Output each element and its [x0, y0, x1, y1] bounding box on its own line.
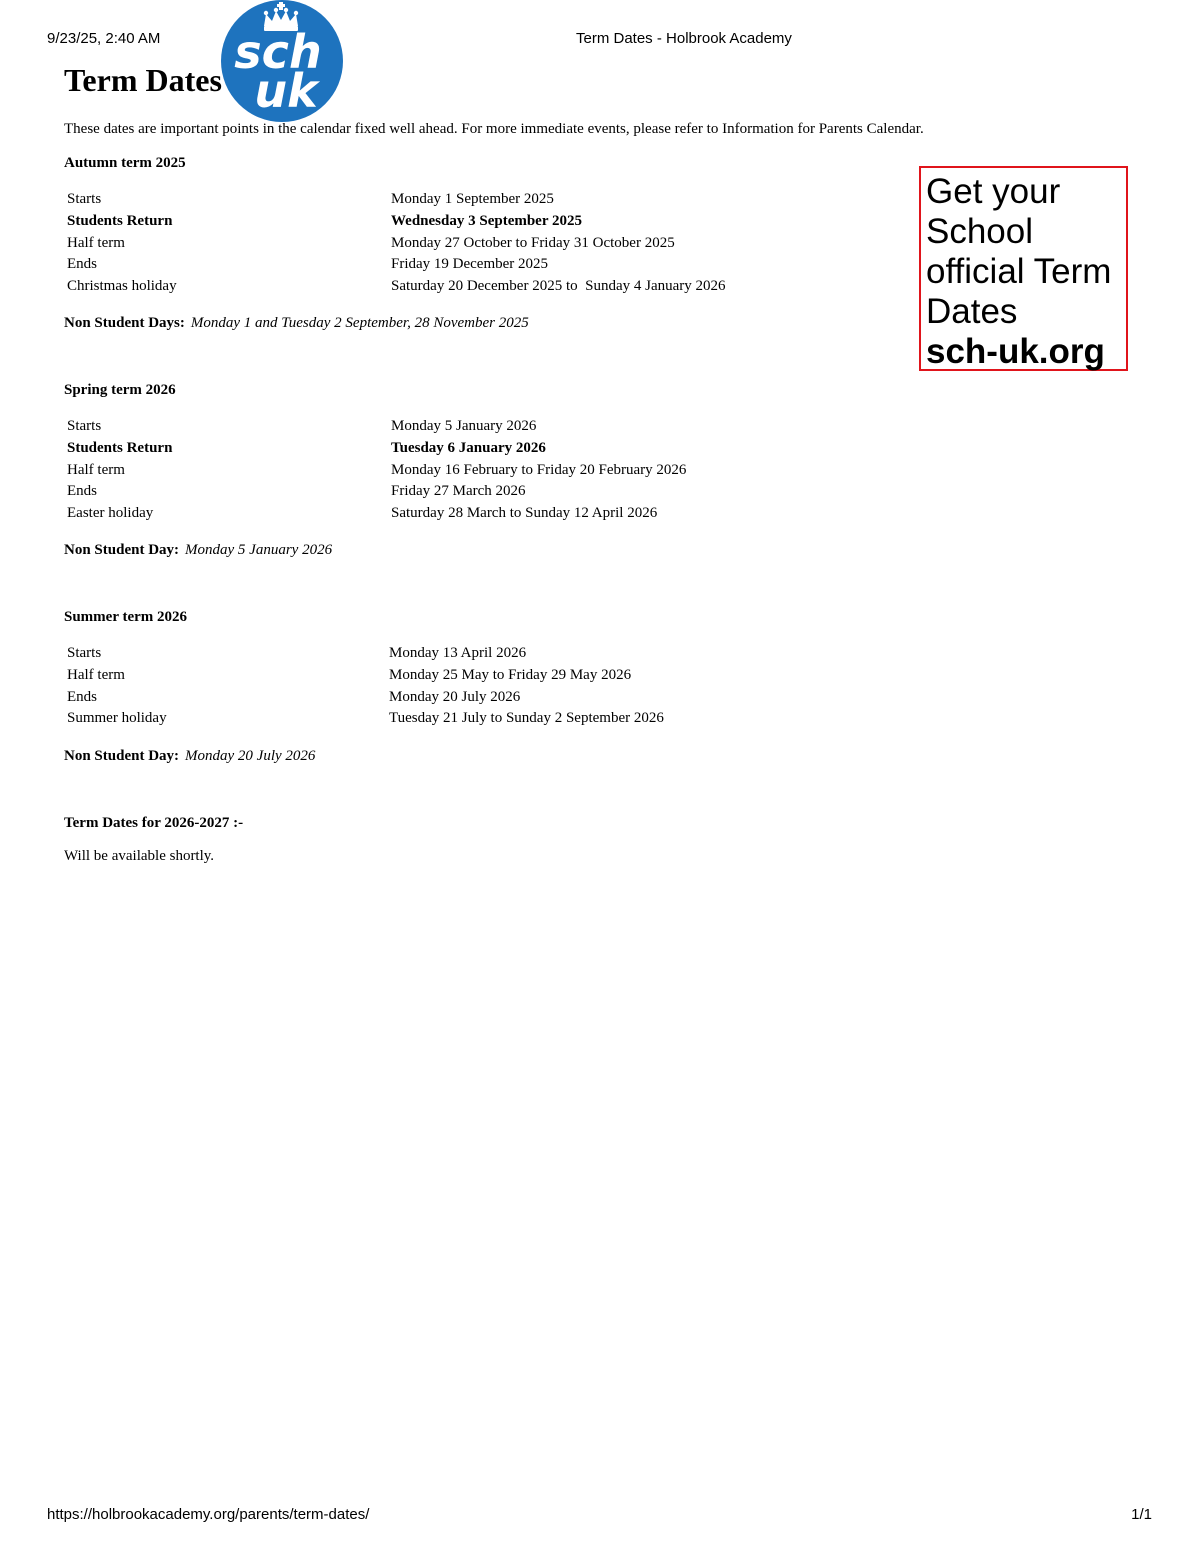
table-row	[67, 665, 887, 687]
non-student-label: Non Student Day:	[64, 542, 180, 558]
ad-line: Get your	[926, 172, 1061, 211]
print-footer-url: https://holbrookacademy.org/parents/term-dates/	[47, 1506, 370, 1523]
logo-text-sch: sch	[234, 25, 322, 79]
table-row	[67, 233, 887, 255]
row-value: Saturday 28 March to Sunday 12 April 2026	[391, 505, 658, 522]
term-heading-spring: Spring term 2026	[64, 382, 176, 398]
term-table-spring	[67, 416, 887, 525]
table-row	[67, 416, 887, 438]
ad-line: School	[926, 212, 1034, 251]
row-value: Monday 13 April 2026	[389, 645, 527, 661]
row-label: Summer holiday	[67, 710, 167, 727]
row-label: Half term	[67, 461, 125, 478]
row-label: Starts	[67, 191, 102, 207]
row-label: Students Return	[67, 212, 173, 229]
non-student-label: Non Student Days:	[64, 315, 185, 331]
non-student-days-spring	[64, 542, 332, 559]
row-value: Saturday 20 December 2025 to Sunday 4 January 2026	[391, 278, 726, 295]
row-label: Half term	[67, 234, 125, 251]
term-table-summer	[67, 643, 887, 730]
row-value: Monday 5 January 2026	[391, 418, 537, 434]
print-header-title: Term Dates - Holbrook Academy	[576, 30, 792, 47]
ad-line: Dates	[926, 292, 1018, 331]
row-label: Christmas holiday	[67, 278, 177, 295]
row-value: Monday 20 July 2026	[389, 688, 521, 705]
non-student-value: Monday 20 July 2026	[185, 748, 316, 764]
table-row	[67, 708, 887, 730]
non-student-label: Non Student Day:	[64, 748, 180, 764]
term-heading-summer: Summer term 2026	[64, 609, 188, 625]
page-title: Term Dates	[64, 62, 222, 98]
term-table-autumn	[67, 189, 887, 298]
non-student-value: Monday 5 January 2026	[185, 542, 333, 558]
row-label: Ends	[67, 256, 97, 273]
table-row	[67, 438, 887, 460]
table-row	[67, 189, 887, 211]
logo-text-uk: uk	[254, 64, 318, 118]
ad-line: official Term	[926, 252, 1112, 291]
row-value: Monday 16 February to Friday 20 February 2026	[391, 461, 687, 478]
next-year-text: Will be available shortly.	[64, 848, 215, 864]
print-footer-page-number: 1/1	[1131, 1506, 1152, 1523]
term-dates-ad-box[interactable]	[919, 166, 1128, 371]
print-header-datetime: 9/23/25, 2:40 AM	[47, 30, 161, 47]
non-student-days-summer	[64, 748, 315, 765]
row-value: Tuesday 6 January 2026	[391, 439, 546, 456]
row-value: Friday 19 December 2025	[391, 256, 549, 273]
row-label: Starts	[67, 418, 102, 434]
row-label: Ends	[67, 483, 97, 500]
row-label: Students Return	[67, 439, 173, 456]
next-year-heading: Term Dates for 2026-2027 :-	[64, 815, 244, 831]
row-value: Wednesday 3 September 2025	[391, 212, 582, 229]
term-heading-autumn: Autumn term 2025	[64, 155, 186, 171]
row-label: Ends	[67, 688, 97, 705]
table-row	[67, 254, 887, 276]
non-student-days-autumn	[64, 315, 529, 332]
table-row	[67, 211, 887, 233]
intro-text: These dates are important points in the calendar fixed well ahead. For more immediate events, please refer to Information for Parents Calendar.	[64, 121, 924, 137]
ad-url-link[interactable]: sch-uk.org	[926, 332, 1105, 371]
row-value: Monday 25 May to Friday 29 May 2026	[389, 666, 632, 683]
table-row	[67, 687, 887, 709]
row-value: Monday 1 September 2025	[391, 191, 554, 207]
row-value: Monday 27 October to Friday 31 October 2025	[391, 234, 675, 251]
row-value: Friday 27 March 2026	[391, 483, 526, 500]
table-row	[67, 503, 887, 525]
sch-uk-logo	[220, 0, 344, 122]
table-row	[67, 460, 887, 482]
row-label: Easter holiday	[67, 505, 154, 522]
row-label: Half term	[67, 666, 125, 683]
non-student-value: Monday 1 and Tuesday 2 September, 28 November 2025	[190, 315, 529, 331]
table-row	[67, 643, 887, 665]
row-label: Starts	[67, 645, 102, 661]
row-value: Tuesday 21 July to Sunday 2 September 2026	[389, 710, 664, 727]
table-row	[67, 481, 887, 503]
table-row	[67, 276, 887, 298]
